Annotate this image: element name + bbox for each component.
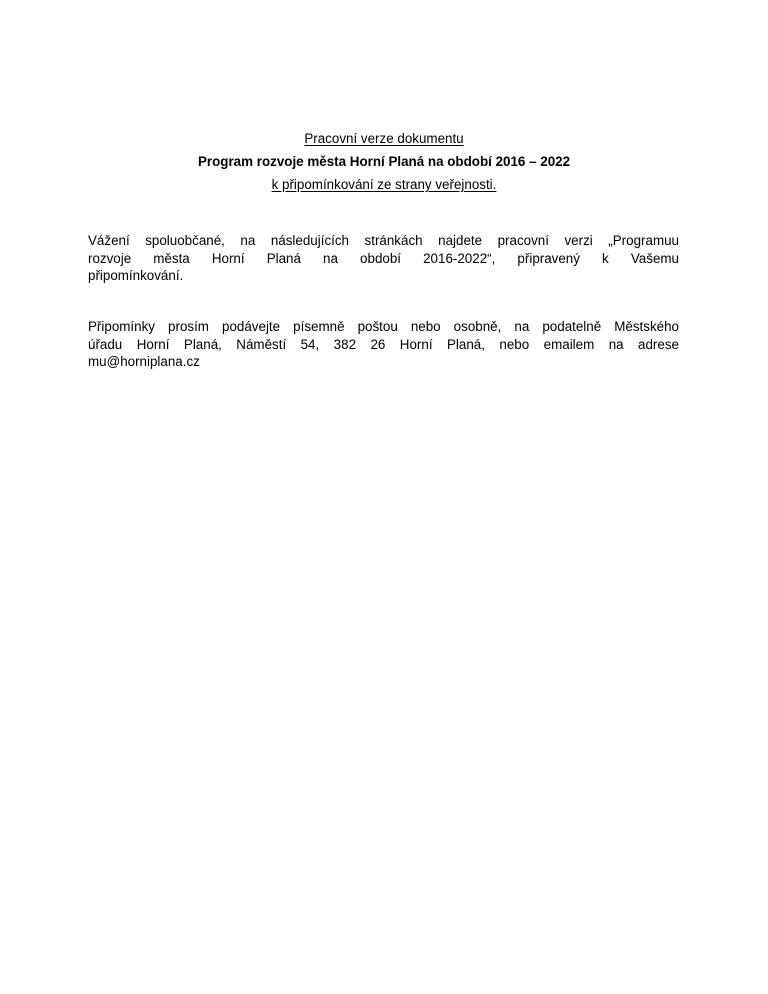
intro-line: rozvoje města Horní Planá na období 2016-2022“, připravený k Vašemu [88, 250, 679, 266]
document-title: Program rozvoje města Horní Planá na období 2016 – 2022 [197, 154, 571, 169]
comments-paragraph [88, 318, 679, 371]
public-comment-note: k připomínkování ze strany veřejnosti. [271, 177, 497, 192]
document-heading [0, 127, 768, 196]
intro-paragraph [88, 232, 679, 285]
intro-line: připomínkování. [88, 268, 184, 283]
intro-line: Vážení spoluobčané, na následujících stránkách najdete pracovní verzi „Programuu [88, 233, 679, 248]
email-address: mu@horniplana.cz [88, 354, 200, 369]
comments-line: Připomínky prosím podávejte písemně poštou nebo osobně, na podatelně Městského [88, 319, 679, 334]
comments-line: úřadu Horní Planá, Náměstí 54, 382 26 Horní Planá, nebo emailem na adrese [88, 336, 679, 352]
working-version-label: Pracovní verze dokumentu [304, 131, 464, 146]
